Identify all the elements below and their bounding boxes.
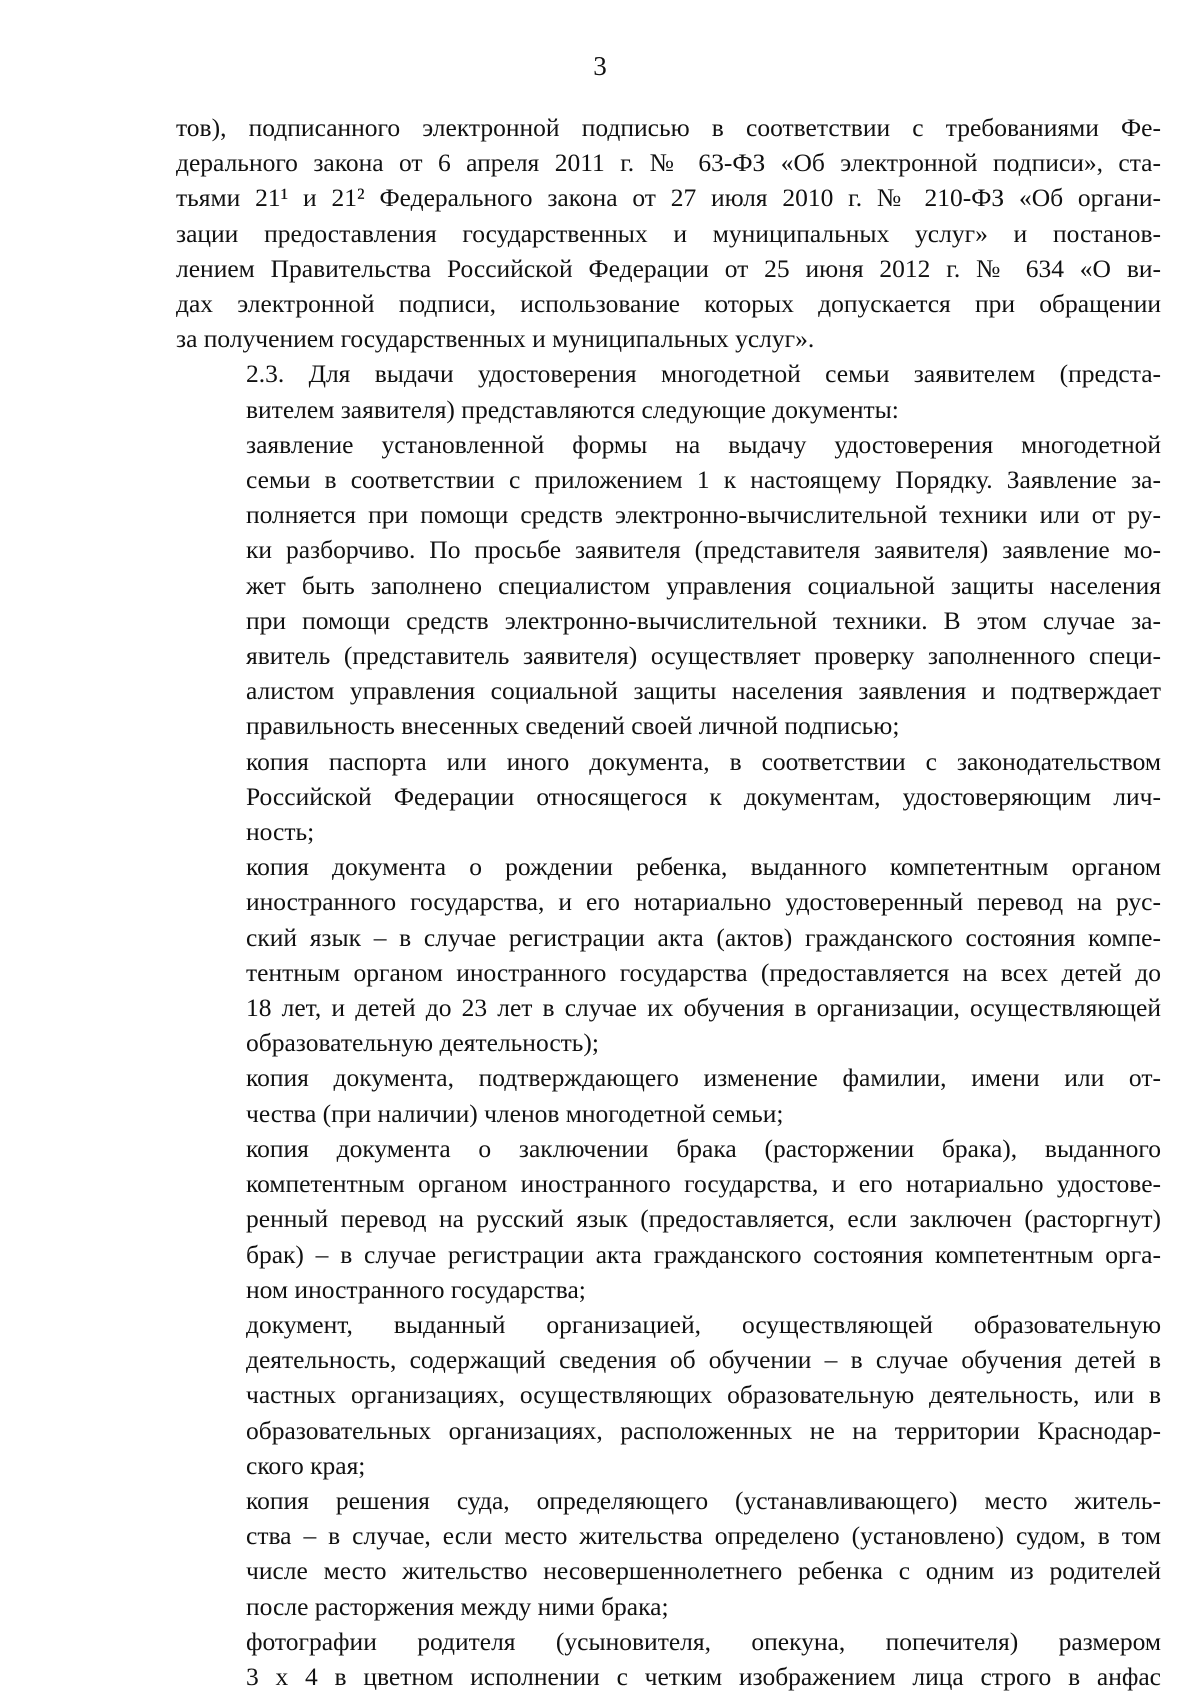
text-line: фотографии родителя (усыновителя, опекуна, попечителя) размером (246, 1626, 1161, 1656)
document-body (176, 110, 1161, 1694)
text-line: копия документа о рождении ребенка, выданного компетентным органом (246, 852, 1161, 882)
page-number: 3 (593, 51, 607, 81)
text-line: деятельность, содержащий сведения об обучении – в случае обучения детей в (246, 1345, 1161, 1375)
paragraph (176, 1624, 1161, 1694)
paragraph (176, 427, 1161, 744)
text-line: чества (при наличии) членов многодетной семьи; (246, 1098, 784, 1128)
text-line: семьи в соответствии с приложением 1 к настоящему Порядку. Заявление за- (246, 465, 1161, 495)
text-line: алистом управления социальной защиты населения заявления и подтверждает (246, 676, 1161, 706)
text-line: копия паспорта или иного документа, в соответствии с законодательством (246, 746, 1161, 776)
text-line: дах электронной подписи, использование которых допускается при обращении (176, 289, 1161, 319)
text-line: числе место жительство несовершеннолетнего ребенка с одним из родителей (246, 1556, 1161, 1586)
text-line: ном иностранного государства; (246, 1274, 586, 1304)
text-line: жет быть заполнено специалистом управления социальной защиты населения (246, 570, 1161, 600)
text-line: за получением государственных и муниципальных услуг». (176, 324, 815, 354)
text-line: тов), подписанного электронной подписью в соответствии с требованиями Фе- (176, 113, 1161, 142)
text-line: при помощи средств электронно-вычислительной техники. В этом случае за- (246, 605, 1161, 635)
text-line: тентным органом иностранного государства (предоставляется на всех детей до (246, 957, 1161, 987)
text-line: копия документа, подтверждающего изменение фамилии, имени или от- (246, 1063, 1161, 1093)
paragraph (176, 1307, 1161, 1483)
paragraph (176, 744, 1161, 850)
text-line: документ, выданный организацией, осуществляющей образовательную (246, 1309, 1161, 1339)
text-line: тьями 21¹ и 21² Федерального закона от 27 июля 2010 г. № 210-ФЗ «Об органи- (176, 183, 1161, 213)
text-line: ность; (246, 817, 315, 847)
text-line: иностранного государства, и его нотариально удостоверенный перевод на рус- (246, 887, 1161, 917)
text-line: ренный перевод на русский язык (предоставляется, если заключен (расторгнут) (246, 1204, 1161, 1234)
text-line: ского края; (246, 1450, 366, 1480)
text-line: вителем заявителя) представляются следующие документы: (246, 394, 899, 424)
text-line: Российской Федерации относящегося к документам, удостоверяющим лич- (246, 781, 1161, 811)
paragraph (176, 110, 1161, 356)
paragraph (176, 1131, 1161, 1307)
text-line: 2.3. Для выдачи удостоверения многодетной семьи заявителем (предста- (246, 359, 1161, 389)
text-line: лением Правительства Российской Федерации от 25 июня 2012 г. № 634 «О ви- (176, 253, 1161, 283)
text-line: ский язык – в случае регистрации акта (актов) гражданского состояния компе- (246, 922, 1161, 952)
text-line: зации предоставления государственных и муниципальных услуг» и постанов- (176, 218, 1161, 248)
text-line: ки разборчиво. По просьбе заявителя (представителя заявителя) заявление мо- (246, 535, 1161, 565)
text-line: после расторжения между ними брака; (246, 1591, 669, 1621)
text-line: заявление установленной формы на выдачу удостоверения многодетной (246, 429, 1161, 459)
text-line: копия документа о заключении брака (расторжении брака), выданного (246, 1133, 1161, 1163)
paragraph (176, 1483, 1161, 1624)
text-line: образовательную деятельность); (246, 1028, 600, 1058)
paragraph (176, 1060, 1161, 1130)
text-line: явитель (представитель заявителя) осуществляет проверку заполненного специ- (246, 641, 1161, 671)
text-line: копия решения суда, определяющего (устанавливающего) место житель- (246, 1485, 1161, 1515)
paragraph (176, 356, 1161, 426)
text-line: дерального закона от 6 апреля 2011 г. № 63-ФЗ «Об электронной подписи», ста- (176, 148, 1161, 178)
text-line: ства – в случае, если место жительства определено (установлено) судом, в том (246, 1521, 1161, 1551)
paragraph (176, 849, 1161, 1060)
text-line: брак) – в случае регистрации акта гражданского состояния компетентным орга- (246, 1239, 1161, 1269)
text-line: компетентным органом иностранного государства, и его нотариально удостове- (246, 1169, 1161, 1199)
text-line: полняется при помощи средств электронно-вычислительной техники или от ру- (246, 500, 1161, 530)
text-line: правильность внесенных сведений своей личной подписью; (246, 711, 900, 741)
text-line: 3 х 4 в цветном исполнении с четким изображением лица строго в анфас (246, 1661, 1161, 1691)
text-line: 18 лет, и детей до 23 лет в случае их обучения в организации, осуществляющей (246, 993, 1161, 1023)
text-line: образовательных организациях, расположенных не на территории Краснодар- (246, 1415, 1161, 1445)
text-line: частных организациях, осуществляющих образовательную деятельность, или в (246, 1380, 1161, 1410)
